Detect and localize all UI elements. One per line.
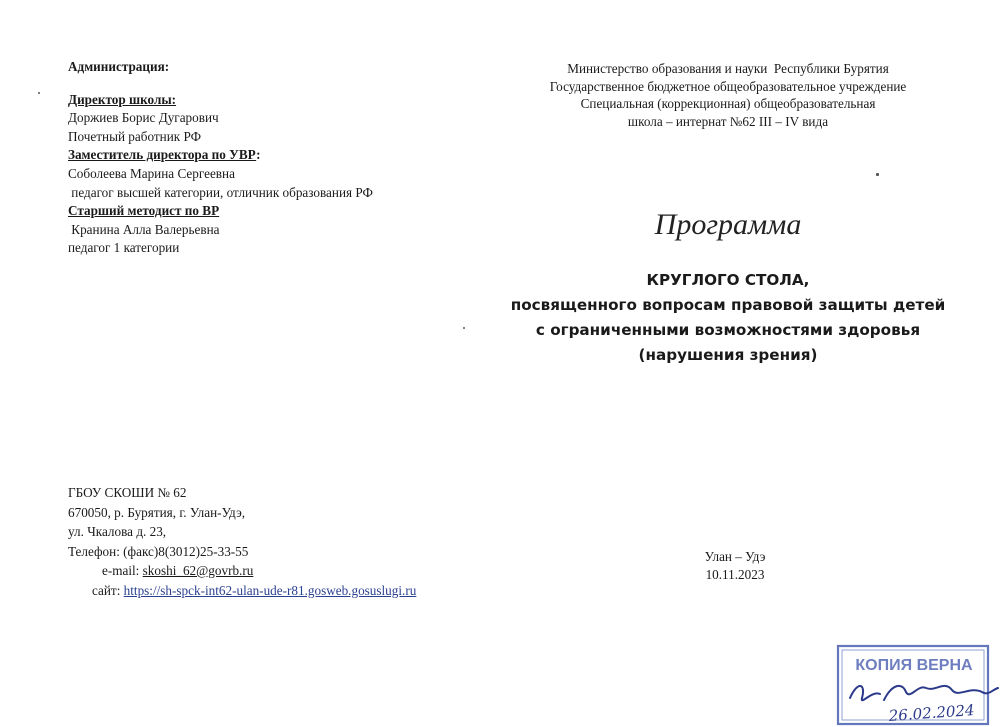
- city: Улан – Удэ: [704, 549, 766, 564]
- scan-speck: [876, 173, 879, 176]
- subtitle-line-3: с ограниченными возможностями здоровья: [535, 321, 921, 339]
- email-line: [68, 561, 488, 581]
- email-link[interactable]: skoshi_62@govrb.ru: [142, 563, 254, 578]
- methodist-name: Кранина Алла Валерьевна: [68, 221, 220, 237]
- ministry-header: [500, 60, 956, 130]
- director-name: Доржиев Борис Дугарович: [68, 110, 219, 126]
- deputy-name: Соболеева Марина Сергеевна: [68, 165, 235, 181]
- deputy-title: педагог высшей категории, отличник образования РФ: [68, 184, 373, 200]
- program-title: Программа: [654, 208, 802, 241]
- ministry-line-3: Специальная (коррекционная) общеобразовательная: [580, 96, 876, 111]
- site-line: [68, 581, 488, 601]
- administration-block: [68, 58, 468, 258]
- stamp-text: КОПИЯ ВЕРНА: [855, 657, 973, 674]
- deputy-role-colon: :: [256, 147, 261, 163]
- administration-heading: Администрация:: [68, 59, 170, 74]
- ministry-line-2: Государственное бюджетное общеобразовательное учреждение: [549, 78, 907, 94]
- org-name: ГБОУ СКОШИ № 62: [68, 485, 187, 500]
- site-link[interactable]: https://sh-spck-int62-ulan-ude-r81.gosweb.gosuslugi.ru: [123, 582, 417, 598]
- subtitle-line-1: КРУГЛОГО СТОЛА,: [646, 271, 810, 289]
- phone: Телефон: (факс)8(3012)25-33-55: [68, 543, 249, 559]
- email-label: e-mail:: [102, 563, 143, 578]
- subtitle-line-2: посвященного вопросам правовой защиты детей: [510, 296, 946, 314]
- methodist-role: Старший методист по ВР: [68, 203, 220, 219]
- street-address: ул. Чкалова д. 23,: [68, 524, 167, 539]
- deputy-role: Заместитель директора по УВР: [68, 147, 257, 163]
- site-label: сайт:: [92, 582, 124, 598]
- stamp-date: 26.02.2024: [888, 701, 976, 725]
- methodist-title: педагог 1 категории: [68, 240, 180, 256]
- ministry-line-4: школа – интернат №62 III – IV вида: [627, 113, 829, 129]
- place-date-block: [660, 548, 810, 584]
- program-subtitle: [450, 268, 1000, 368]
- director-title: Почетный работник РФ: [68, 128, 201, 144]
- director-role: Директор школы:: [68, 91, 177, 107]
- deputy-role-line: [68, 146, 468, 165]
- postal-address: 670050, р. Бурятия, г. Улан-Удэ,: [68, 504, 246, 520]
- date: 10.11.2023: [705, 567, 765, 582]
- scan-speck: [38, 92, 40, 94]
- ministry-line-1: Министерство образования и науки Республики Бурятия: [567, 61, 889, 76]
- copy-certified-stamp: [832, 640, 1000, 727]
- stamp-graphic: [832, 640, 1000, 727]
- subtitle-line-4: (нарушения зрения): [638, 346, 818, 364]
- contact-block: [68, 483, 488, 600]
- scan-speck: [463, 327, 465, 329]
